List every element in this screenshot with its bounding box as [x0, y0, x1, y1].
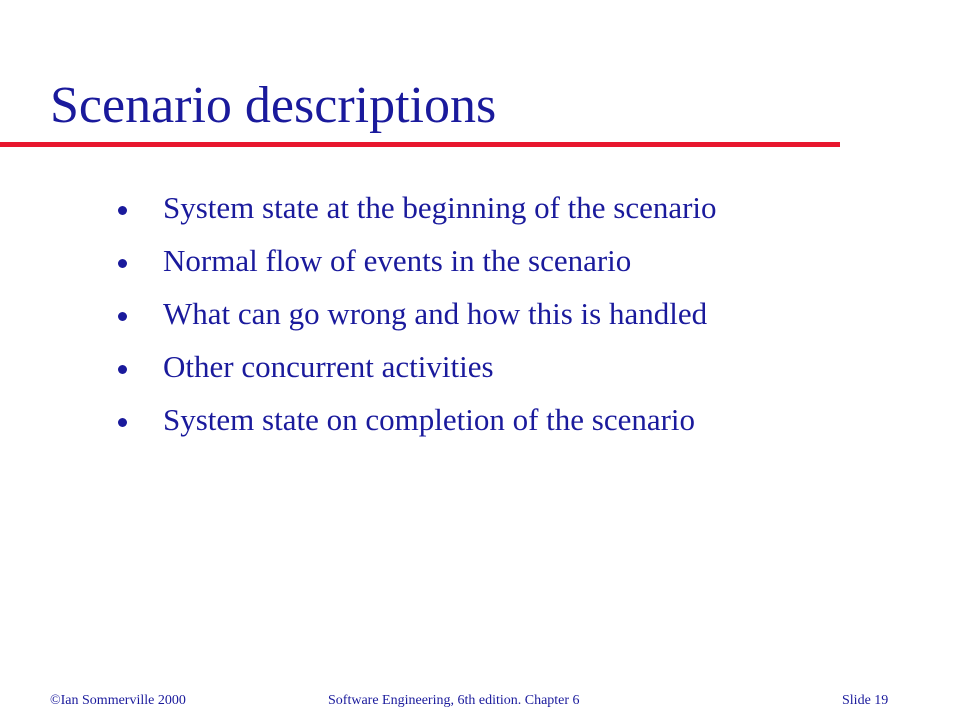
- bullet-icon: [118, 259, 127, 268]
- footer-book-title: Software Engineering, 6th edition. Chapter 6: [328, 693, 580, 708]
- footer-slide-number: Slide 19: [842, 693, 889, 708]
- bullet-icon: [118, 206, 127, 215]
- slide-title: Scenario descriptions: [50, 77, 497, 134]
- bullet-text: Normal flow of events in the scenario: [163, 243, 632, 278]
- footer-copyright: ©Ian Sommerville 2000: [50, 693, 186, 708]
- bullet-icon: [118, 365, 127, 374]
- bullet-text: Other concurrent activities: [163, 349, 494, 384]
- title-underline: [0, 142, 840, 147]
- bullet-icon: [118, 312, 127, 321]
- bullet-text: System state at the beginning of the scenario: [163, 190, 717, 225]
- bullet-text: System state on completion of the scenario: [163, 402, 696, 437]
- bullet-text: What can go wrong and how this is handled: [163, 296, 708, 331]
- bullet-icon: [118, 418, 127, 427]
